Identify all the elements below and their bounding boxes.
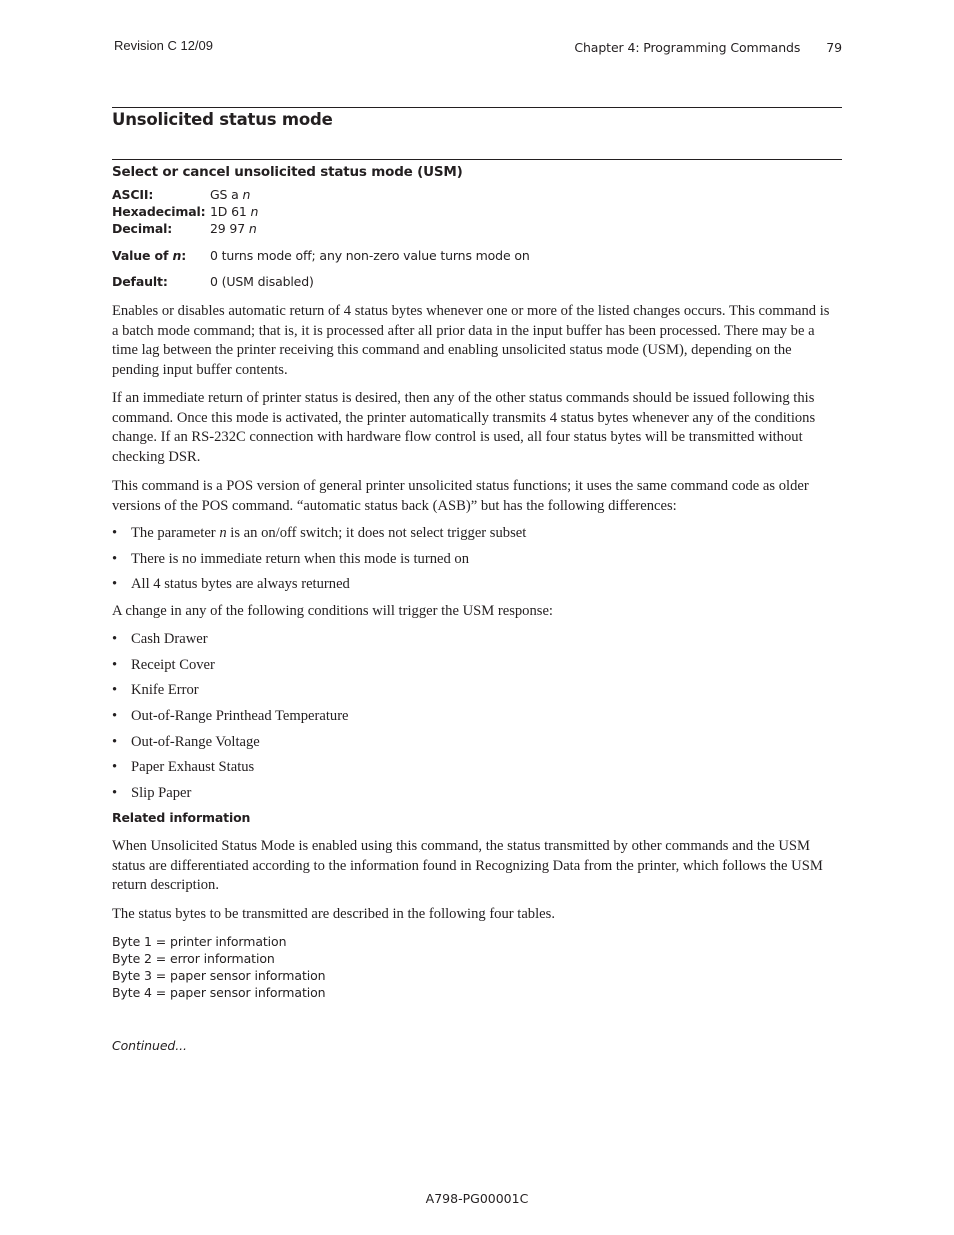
hex-label: Hexadecimal: [112, 204, 206, 219]
section-rule [112, 107, 842, 108]
command-title: Select or cancel unsolicited status mode (USM) [112, 164, 463, 180]
continued-note: Continued... [112, 1038, 187, 1053]
hex-value: 1D 61 n [210, 204, 259, 219]
ascii-label: ASCII: [112, 187, 154, 202]
command-rule [112, 159, 842, 160]
byte-item: Byte 4 = paper sensor information [112, 985, 326, 1000]
chapter-title: Chapter 4: Programming Commands [574, 40, 801, 55]
paragraph-related-information: When Unsolicited Status Mode is enabled using this command, the status transmitted by other commands and the USM status are differentiated according to the information found in Recognizing Data from the printer, which follows the USM return description. [112, 838, 823, 894]
default-value: 0 (USM disabled) [210, 274, 314, 289]
document-number: A798-PG00001C [425, 1191, 529, 1206]
related-information-heading: Related information [112, 810, 251, 825]
ascii-value: GS a n [210, 187, 251, 202]
revision-label: Revision C 12/09 [114, 38, 213, 53]
byte-item: Byte 3 = paper sensor information [112, 968, 326, 983]
default-label: Default: [112, 274, 168, 289]
paragraph-pos-version: This command is a POS version of general printer unsolicited status functions; it uses the same command code as older versions of the POS command. “automatic status back (ASB)” but has the following differences: [112, 478, 809, 514]
paragraph-description: Enables or disables automatic return of 4 status bytes whenever one or more of the listed changes occurs. This command is a batch mode command; that is, it is processed after all prior data in the input buffer has been processed. There may be a time lag between the printer receiving this command and enabling unsolicited status mode (USM), depending on the pending input buffer contents. [112, 303, 830, 378]
byte-list [112, 933, 326, 1001]
paragraph-status-bytes: The status bytes to be transmitted are described in the following four tables. [112, 906, 555, 922]
byte-item: Byte 2 = error information [112, 951, 275, 966]
section-title: Unsolicited status mode [112, 110, 333, 129]
running-header [574, 40, 842, 55]
byte-item: Byte 1 = printer information [112, 934, 287, 949]
paragraph-trigger-intro: A change in any of the following conditions will trigger the USM response: [112, 603, 553, 619]
value-description: 0 turns mode off; any non-zero value turns mode on [210, 248, 530, 263]
page-number: 79 [826, 40, 842, 55]
value-label: Value of n: [112, 248, 187, 263]
paragraph-immediate-return: If an immediate return of printer status is desired, then any of the other status commands should be issued following this command. Once this mode is activated, the printer automatically transmits 4 status bytes whenever any of the conditions change. If an RS-232C connection with hardware flow control is used, all four status bytes will be transmitted without checking DSR. [112, 390, 816, 465]
decimal-value: 29 97 n [210, 221, 257, 236]
decimal-label: Decimal: [112, 221, 173, 236]
